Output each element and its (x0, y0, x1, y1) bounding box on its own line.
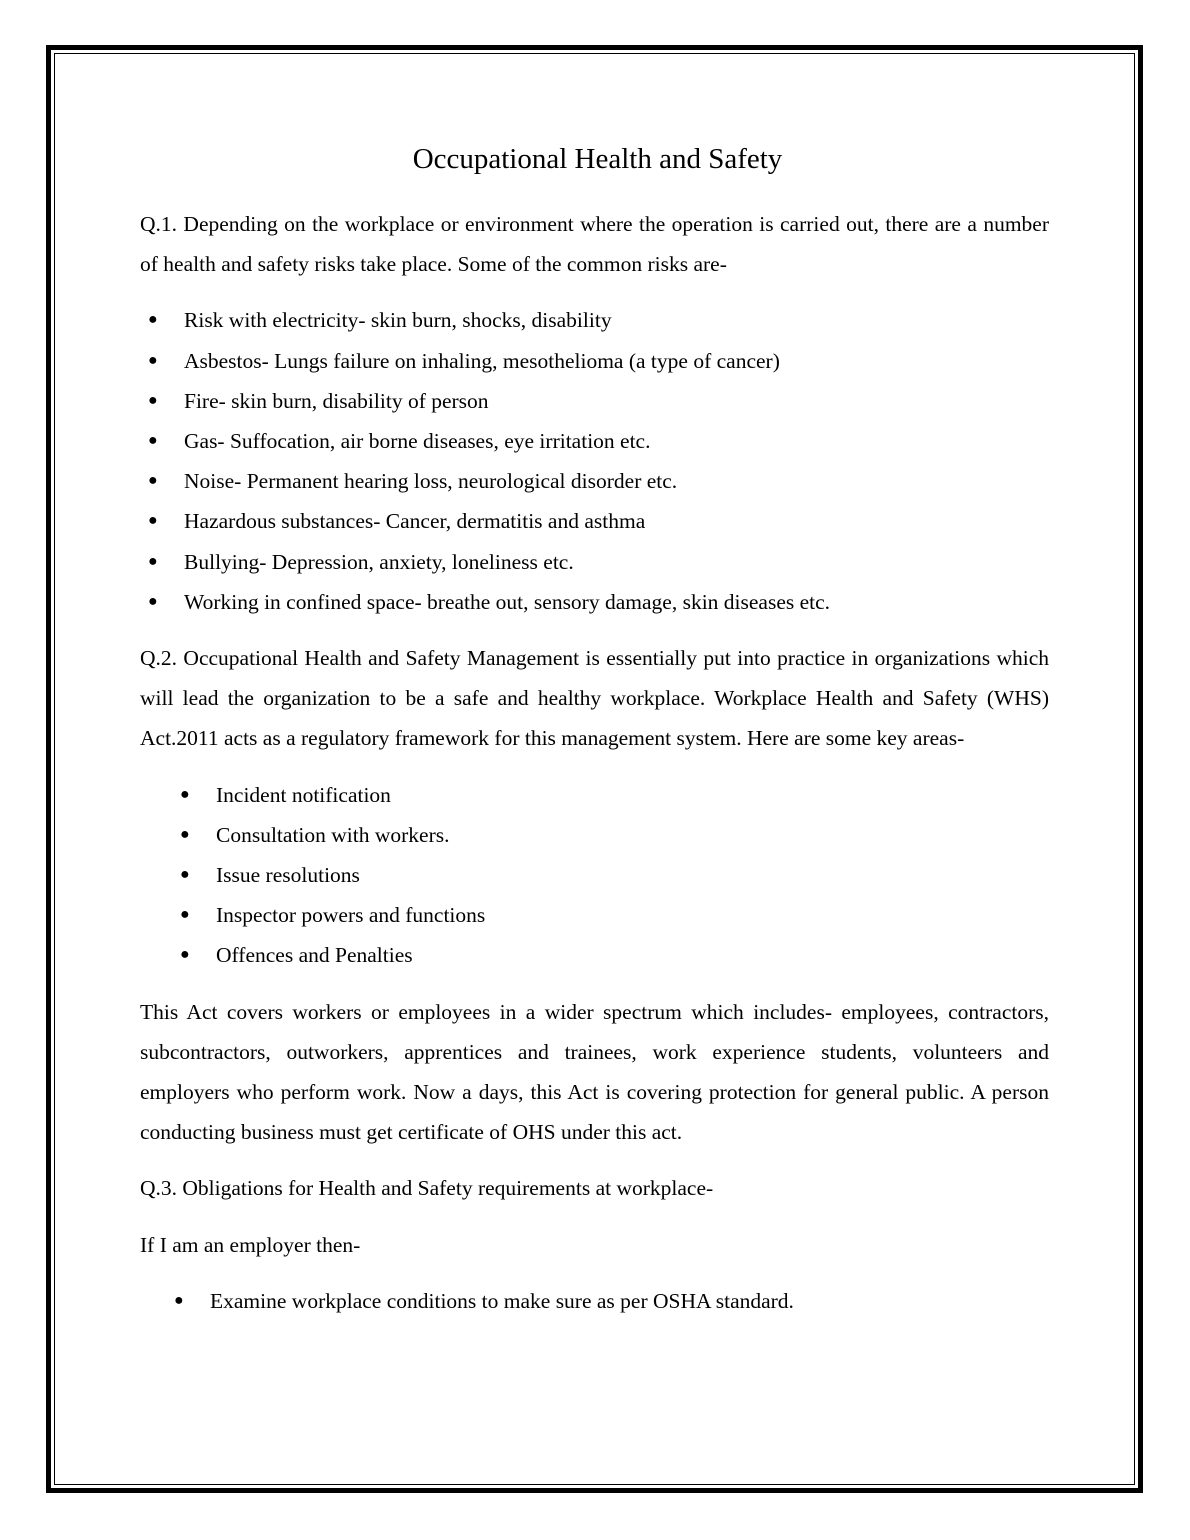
risk-item-text: Noise- Permanent hearing loss, neurological disorder etc. (184, 469, 678, 494)
q2-coverage: This Act covers workers or employees in a wider spectrum which includes- employees, contractors, subcontractors, outworkers, apprentices and trainees, work experience students, volunteers and employers who perform work. Now a days, this Act is covering protection for general public. A person conducting business must get certificate of OHS under this act. (140, 999, 1049, 1145)
document-body (140, 138, 1049, 1321)
bullet-icon: ● (148, 512, 158, 530)
list-item (140, 582, 1049, 622)
list-item (140, 815, 1049, 855)
key-area-text: Incident notification (216, 782, 391, 807)
bullet-icon: ● (148, 351, 158, 369)
risk-item-text: Working in confined space- breathe out, sensory damage, skin diseases etc. (184, 589, 831, 614)
list-item (140, 341, 1049, 381)
bullet-icon: ● (148, 432, 158, 450)
list-item (140, 935, 1049, 975)
key-area-text: Offences and Penalties (216, 943, 413, 968)
bullet-icon: ● (180, 906, 190, 924)
bullet-icon: ● (148, 472, 158, 490)
bullet-icon: ● (180, 825, 190, 843)
risk-item-text: Risk with electricity- skin burn, shocks, disability (184, 308, 612, 333)
key-area-text: Consultation with workers. (216, 822, 450, 847)
key-area-text: Issue resolutions (216, 863, 360, 888)
risk-item-text: Asbestos- Lungs failure on inhaling, mesothelioma (a type of cancer) (184, 348, 780, 373)
list-item (140, 855, 1049, 895)
risk-item-text: Hazardous substances- Cancer, dermatitis and asthma (184, 509, 646, 534)
risk-item-text: Fire- skin burn, disability of person (184, 388, 489, 413)
list-item (140, 895, 1049, 935)
list-item (140, 300, 1049, 340)
list-item (140, 775, 1049, 815)
q3-heading: Q.3. Obligations for Health and Safety requirements at workplace- (140, 1176, 714, 1201)
q2-intro: Q.2. Occupational Health and Safety Management is essentially put into practice in organizations which will lead the organization to be a safe and healthy workplace. Workplace Health and Safety (WHS) Act.2011 acts as a regulatory framework for this management system. Here are some key areas- (140, 646, 1049, 751)
bullet-icon: ● (148, 592, 158, 610)
bullet-icon: ● (180, 946, 190, 964)
key-area-text: Inspector powers and functions (216, 903, 486, 928)
risk-item-text: Bullying- Depression, anxiety, loneliness etc. (184, 549, 574, 574)
bullet-icon: ● (148, 391, 158, 409)
obligation-text: Examine workplace conditions to make sure as per OSHA standard. (210, 1288, 794, 1313)
bullet-icon: ● (180, 866, 190, 884)
list-item (140, 381, 1049, 421)
bullet-icon: ● (180, 785, 190, 803)
bullet-icon: ● (148, 311, 158, 329)
risk-list (140, 300, 1049, 622)
key-areas-list (140, 775, 1049, 976)
risk-item-text: Gas- Suffocation, air borne diseases, eye irritation etc. (184, 429, 651, 454)
bullet-icon: ● (174, 1291, 184, 1309)
list-item (140, 421, 1049, 461)
employer-intro: If I am an employer then- (140, 1232, 361, 1257)
obligations-list (140, 1281, 1049, 1321)
list-item (140, 501, 1049, 541)
document-title: Occupational Health and Safety (412, 143, 783, 175)
list-item (140, 461, 1049, 501)
q1-intro: Q.1. Depending on the workplace or environment where the operation is carried out, there are a number of health and safety risks take place. Some of the common risks are- (140, 212, 1049, 277)
list-item (140, 1281, 1049, 1321)
list-item (140, 542, 1049, 582)
bullet-icon: ● (148, 552, 158, 570)
